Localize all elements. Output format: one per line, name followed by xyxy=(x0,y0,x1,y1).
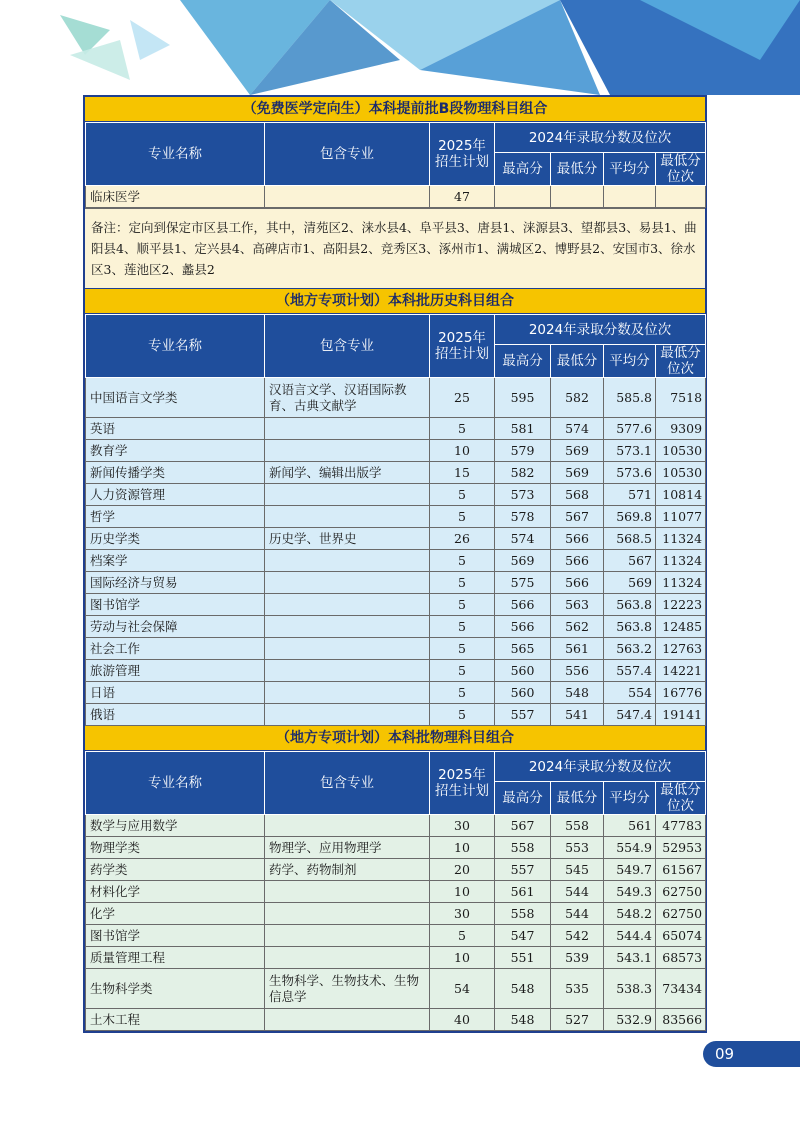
avg-score: 548.2 xyxy=(604,903,656,925)
table-row xyxy=(86,594,706,616)
max-score: 558 xyxy=(495,837,551,859)
min-rank: 12485 xyxy=(656,616,706,638)
min-rank: 65074 xyxy=(656,925,706,947)
min-score: 544 xyxy=(551,903,604,925)
table-row xyxy=(86,815,706,837)
included-majors xyxy=(265,550,430,572)
header-major: 专业名称 xyxy=(86,315,265,378)
major-name: 生物科学类 xyxy=(86,969,265,1009)
major-name: 英语 xyxy=(86,418,265,440)
min-rank: 52953 xyxy=(656,837,706,859)
included-majors xyxy=(265,616,430,638)
min-score: 556 xyxy=(551,660,604,682)
included-majors: 新闻学、编辑出版学 xyxy=(265,462,430,484)
included-majors xyxy=(265,418,430,440)
table-row xyxy=(86,186,706,208)
min-score: 545 xyxy=(551,859,604,881)
major-name: 材料化学 xyxy=(86,881,265,903)
table-row xyxy=(86,682,706,704)
min-score: 562 xyxy=(551,616,604,638)
header-rank: 最低分 位次 xyxy=(656,345,706,378)
max-score xyxy=(495,186,551,208)
avg-score: 561 xyxy=(604,815,656,837)
included-majors xyxy=(265,440,430,462)
min-score: 566 xyxy=(551,572,604,594)
header-avg: 平均分 xyxy=(604,345,656,378)
plan-count: 54 xyxy=(430,969,495,1009)
min-score: 558 xyxy=(551,815,604,837)
plan-count: 10 xyxy=(430,837,495,859)
min-rank: 7518 xyxy=(656,378,706,418)
included-majors xyxy=(265,484,430,506)
included-majors xyxy=(265,1009,430,1031)
table-row xyxy=(86,969,706,1009)
table-row xyxy=(86,418,706,440)
min-score: 544 xyxy=(551,881,604,903)
header-min: 最低分 xyxy=(551,153,604,186)
header-max: 最高分 xyxy=(495,345,551,378)
avg-score: 569 xyxy=(604,572,656,594)
min-rank: 10814 xyxy=(656,484,706,506)
min-rank: 62750 xyxy=(656,903,706,925)
header-max: 最高分 xyxy=(495,153,551,186)
plan-count: 20 xyxy=(430,859,495,881)
admission-table xyxy=(85,122,706,208)
plan-count: 5 xyxy=(430,506,495,528)
max-score: 569 xyxy=(495,550,551,572)
admission-table xyxy=(85,751,706,1031)
header-included: 包含专业 xyxy=(265,123,430,186)
max-score: 573 xyxy=(495,484,551,506)
max-score: 560 xyxy=(495,682,551,704)
avg-score: 554 xyxy=(604,682,656,704)
major-name: 社会工作 xyxy=(86,638,265,660)
header-major: 专业名称 xyxy=(86,123,265,186)
avg-score: 573.6 xyxy=(604,462,656,484)
plan-count: 26 xyxy=(430,528,495,550)
table-row xyxy=(86,837,706,859)
table-row xyxy=(86,881,706,903)
header-included: 包含专业 xyxy=(265,315,430,378)
admission-table xyxy=(85,314,706,726)
max-score: 565 xyxy=(495,638,551,660)
avg-score: 557.4 xyxy=(604,660,656,682)
header-rank: 最低分 位次 xyxy=(656,782,706,815)
plan-count: 5 xyxy=(430,925,495,947)
min-score: 566 xyxy=(551,528,604,550)
max-score: 578 xyxy=(495,506,551,528)
section-title: （地方专项计划）本科批物理科目组合 xyxy=(85,726,705,751)
major-name: 劳动与社会保障 xyxy=(86,616,265,638)
min-rank: 12763 xyxy=(656,638,706,660)
plan-count: 5 xyxy=(430,418,495,440)
min-score: 542 xyxy=(551,925,604,947)
avg-score: 538.3 xyxy=(604,969,656,1009)
min-score: 541 xyxy=(551,704,604,726)
header-included: 包含专业 xyxy=(265,752,430,815)
header-score-group: 2024年录取分数及位次 xyxy=(495,315,706,345)
avg-score: 577.6 xyxy=(604,418,656,440)
included-majors xyxy=(265,925,430,947)
avg-score: 569.8 xyxy=(604,506,656,528)
plan-count: 30 xyxy=(430,815,495,837)
plan-count: 5 xyxy=(430,484,495,506)
page-number: 09 xyxy=(703,1041,800,1067)
plan-count: 47 xyxy=(430,186,495,208)
included-majors xyxy=(265,572,430,594)
min-rank: 11324 xyxy=(656,528,706,550)
table-row xyxy=(86,378,706,418)
plan-count: 10 xyxy=(430,440,495,462)
major-name: 土木工程 xyxy=(86,1009,265,1031)
max-score: 557 xyxy=(495,704,551,726)
major-name: 物理学类 xyxy=(86,837,265,859)
max-score: 560 xyxy=(495,660,551,682)
included-majors: 药学、药物制剂 xyxy=(265,859,430,881)
header-plan: 2025年 招生计划 xyxy=(430,752,495,815)
header-avg: 平均分 xyxy=(604,782,656,815)
header-min: 最低分 xyxy=(551,345,604,378)
max-score: 595 xyxy=(495,378,551,418)
included-majors xyxy=(265,815,430,837)
min-rank xyxy=(656,186,706,208)
avg-score: 563.2 xyxy=(604,638,656,660)
min-score: 569 xyxy=(551,440,604,462)
included-majors xyxy=(265,704,430,726)
included-majors xyxy=(265,506,430,528)
admission-table-frame xyxy=(83,95,707,1033)
table-row xyxy=(86,462,706,484)
min-score: 553 xyxy=(551,837,604,859)
table-row xyxy=(86,638,706,660)
max-score: 582 xyxy=(495,462,551,484)
min-rank: 19141 xyxy=(656,704,706,726)
avg-score: 532.9 xyxy=(604,1009,656,1031)
major-name: 临床医学 xyxy=(86,186,265,208)
plan-count: 5 xyxy=(430,638,495,660)
major-name: 图书馆学 xyxy=(86,594,265,616)
major-name: 教育学 xyxy=(86,440,265,462)
min-score xyxy=(551,186,604,208)
min-rank: 10530 xyxy=(656,440,706,462)
avg-score: 554.9 xyxy=(604,837,656,859)
min-rank: 11077 xyxy=(656,506,706,528)
plan-count: 25 xyxy=(430,378,495,418)
max-score: 561 xyxy=(495,881,551,903)
max-score: 575 xyxy=(495,572,551,594)
min-score: 574 xyxy=(551,418,604,440)
table-row xyxy=(86,528,706,550)
min-score: 563 xyxy=(551,594,604,616)
included-majors: 汉语言文学、汉语国际教育、古典文献学 xyxy=(265,378,430,418)
min-rank: 11324 xyxy=(656,572,706,594)
plan-count: 40 xyxy=(430,1009,495,1031)
min-score: 527 xyxy=(551,1009,604,1031)
table-row xyxy=(86,903,706,925)
avg-score: 568.5 xyxy=(604,528,656,550)
major-name: 哲学 xyxy=(86,506,265,528)
avg-score xyxy=(604,186,656,208)
min-score: 535 xyxy=(551,969,604,1009)
included-majors xyxy=(265,594,430,616)
max-score: 581 xyxy=(495,418,551,440)
included-majors xyxy=(265,660,430,682)
included-majors xyxy=(265,947,430,969)
header-major: 专业名称 xyxy=(86,752,265,815)
plan-count: 5 xyxy=(430,594,495,616)
min-score: 561 xyxy=(551,638,604,660)
min-rank: 16776 xyxy=(656,682,706,704)
table-row xyxy=(86,859,706,881)
min-rank: 61567 xyxy=(656,859,706,881)
min-score: 548 xyxy=(551,682,604,704)
table-row xyxy=(86,616,706,638)
max-score: 574 xyxy=(495,528,551,550)
min-rank: 10530 xyxy=(656,462,706,484)
min-rank: 14221 xyxy=(656,660,706,682)
section-title: （免费医学定向生）本科提前批B段物理科目组合 xyxy=(85,97,705,122)
avg-score: 563.8 xyxy=(604,594,656,616)
table-row xyxy=(86,947,706,969)
major-name: 药学类 xyxy=(86,859,265,881)
min-rank: 9309 xyxy=(656,418,706,440)
min-rank: 12223 xyxy=(656,594,706,616)
included-majors xyxy=(265,881,430,903)
max-score: 557 xyxy=(495,859,551,881)
plan-count: 5 xyxy=(430,660,495,682)
major-name: 人力资源管理 xyxy=(86,484,265,506)
avg-score: 544.4 xyxy=(604,925,656,947)
header-min: 最低分 xyxy=(551,782,604,815)
table-row xyxy=(86,506,706,528)
major-name: 旅游管理 xyxy=(86,660,265,682)
table-row xyxy=(86,1009,706,1031)
header-plan: 2025年 招生计划 xyxy=(430,315,495,378)
max-score: 547 xyxy=(495,925,551,947)
major-name: 日语 xyxy=(86,682,265,704)
header-plan: 2025年 招生计划 xyxy=(430,123,495,186)
avg-score: 547.4 xyxy=(604,704,656,726)
included-majors: 生物科学、生物技术、生物信息学 xyxy=(265,969,430,1009)
max-score: 548 xyxy=(495,969,551,1009)
major-name: 质量管理工程 xyxy=(86,947,265,969)
plan-count: 5 xyxy=(430,550,495,572)
max-score: 579 xyxy=(495,440,551,462)
min-rank: 11324 xyxy=(656,550,706,572)
plan-count: 10 xyxy=(430,947,495,969)
major-name: 俄语 xyxy=(86,704,265,726)
max-score: 566 xyxy=(495,594,551,616)
major-name: 数学与应用数学 xyxy=(86,815,265,837)
major-name: 图书馆学 xyxy=(86,925,265,947)
plan-count: 30 xyxy=(430,903,495,925)
avg-score: 573.1 xyxy=(604,440,656,462)
major-name: 中国语言文学类 xyxy=(86,378,265,418)
header-max: 最高分 xyxy=(495,782,551,815)
plan-count: 10 xyxy=(430,881,495,903)
max-score: 566 xyxy=(495,616,551,638)
avg-score: 563.8 xyxy=(604,616,656,638)
included-majors: 历史学、世界史 xyxy=(265,528,430,550)
min-rank: 73434 xyxy=(656,969,706,1009)
header-score-group: 2024年录取分数及位次 xyxy=(495,123,706,153)
major-name: 国际经济与贸易 xyxy=(86,572,265,594)
table-row xyxy=(86,484,706,506)
table-row xyxy=(86,550,706,572)
major-name: 新闻传播学类 xyxy=(86,462,265,484)
section-title: （地方专项计划）本科批历史科目组合 xyxy=(85,289,705,314)
major-name: 历史学类 xyxy=(86,528,265,550)
plan-count: 5 xyxy=(430,572,495,594)
max-score: 551 xyxy=(495,947,551,969)
avg-score: 567 xyxy=(604,550,656,572)
plan-count: 5 xyxy=(430,704,495,726)
min-score: 567 xyxy=(551,506,604,528)
max-score: 548 xyxy=(495,1009,551,1031)
table-row xyxy=(86,572,706,594)
table-row xyxy=(86,440,706,462)
table-row xyxy=(86,660,706,682)
min-score: 568 xyxy=(551,484,604,506)
max-score: 567 xyxy=(495,815,551,837)
avg-score: 549.3 xyxy=(604,881,656,903)
header-rank: 最低分 位次 xyxy=(656,153,706,186)
min-score: 582 xyxy=(551,378,604,418)
avg-score: 585.8 xyxy=(604,378,656,418)
min-score: 539 xyxy=(551,947,604,969)
header-avg: 平均分 xyxy=(604,153,656,186)
min-score: 566 xyxy=(551,550,604,572)
plan-count: 5 xyxy=(430,616,495,638)
min-rank: 83566 xyxy=(656,1009,706,1031)
included-majors xyxy=(265,682,430,704)
avg-score: 571 xyxy=(604,484,656,506)
plan-count: 15 xyxy=(430,462,495,484)
max-score: 558 xyxy=(495,903,551,925)
plan-count: 5 xyxy=(430,682,495,704)
table-row xyxy=(86,925,706,947)
header-score-group: 2024年录取分数及位次 xyxy=(495,752,706,782)
major-name: 化学 xyxy=(86,903,265,925)
min-rank: 62750 xyxy=(656,881,706,903)
included-majors xyxy=(265,638,430,660)
min-rank: 47783 xyxy=(656,815,706,837)
avg-score: 543.1 xyxy=(604,947,656,969)
included-majors xyxy=(265,903,430,925)
table-row xyxy=(86,704,706,726)
section-note: 备注：定向到保定市区县工作，其中，清苑区2、涞水县4、阜平县3、唐县1、涞源县3、望都县3、易县1、曲阳县4、顺平县1、定兴县4、高碑店市1、高阳县2、竞秀区3、涿州市1、满城区2、博野县2、安国市3、徐水区3、莲池区2、蠡县2 xyxy=(85,208,705,289)
min-score: 569 xyxy=(551,462,604,484)
major-name: 档案学 xyxy=(86,550,265,572)
min-rank: 68573 xyxy=(656,947,706,969)
included-majors: 物理学、应用物理学 xyxy=(265,837,430,859)
included-majors xyxy=(265,186,430,208)
avg-score: 549.7 xyxy=(604,859,656,881)
